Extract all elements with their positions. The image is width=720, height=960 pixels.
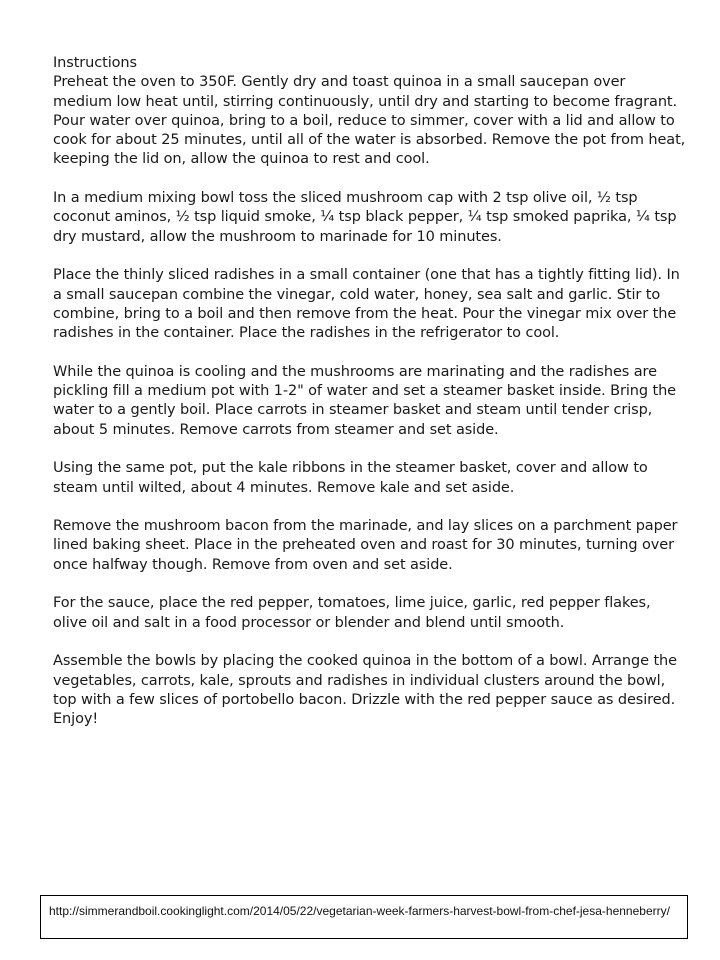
step-paragraph: Assemble the bowls by placing the cooked quinoa in the bottom of a bowl. Arrange the vegetables, carrots, kale, sprouts and radishes in individual clusters around the bowl, top with a few slices of portobello bacon. Drizzle with the red pepper sauce as desired. Enjoy! bbox=[53, 653, 677, 728]
step-paragraph: While the quinoa is cooling and the mushrooms are marinating and the radishes are pickling fill a medium pot with 1-2" of water and set a steamer basket inside. Bring the water to a gently boil. Place carrots in steamer basket and steam until tender crisp, about 5 minutes. Remove carrots from steamer and set aside. bbox=[53, 363, 677, 438]
step-paragraph: Preheat the oven to 350F. Gently dry and toast quinoa in a small saucepan over medium low heat until, stirring continuously, until dry and starting to become fragrant. Pour water over quinoa, bring to a boil, reduce to simmer, cover with a lid and allow to cook for about 25 minutes, until all of the water is absorbed. Remove the pot from heat, keeping the lid on, allow the quinoa to rest and cool. bbox=[53, 74, 686, 168]
step-paragraph: Using the same pot, put the kale ribbons in the steamer basket, cover and allow to steam until wilted, about 4 minutes. Remove kale and set aside. bbox=[53, 460, 648, 496]
instructions-section bbox=[53, 54, 688, 749]
source-url-text: http://simmerandboil.cookinglight.com/2014/05/22/vegetarian-week-farmers-harvest-bowl-from-chef-jesa-henneberry/ bbox=[49, 904, 670, 918]
step-paragraph: In a medium mixing bowl toss the sliced mushroom cap with 2 tsp olive oil, ½ tsp coconut aminos, ½ tsp liquid smoke, ¼ tsp black pepper, ¼ tsp smoked paprika, ¼ tsp dry mustard, allow the mushroom to marinade for 10 minutes. bbox=[53, 190, 677, 245]
instructions-heading: Instructions bbox=[53, 55, 137, 71]
step-paragraph: Remove the mushroom bacon from the marinade, and lay slices on a parchment paper lined baking sheet. Place in the preheated oven and roast for 30 minutes, turning over once halfway though. Remove from oven and set aside. bbox=[53, 518, 678, 573]
step-paragraph: For the sauce, place the red pepper, tomatoes, lime juice, garlic, red pepper flakes, olive oil and salt in a food processor or blender and blend until smooth. bbox=[53, 595, 651, 631]
source-url-box bbox=[40, 895, 688, 939]
step-paragraph: Place the thinly sliced radishes in a small container (one that has a tightly fitting lid). In a small saucepan combine the vinegar, cold water, honey, sea salt and garlic. Stir to combine, bring to a boil and then remove from the heat. Pour the vinegar mix over the radishes in the container. Place the radishes in the refrigerator to cool. bbox=[53, 267, 680, 342]
